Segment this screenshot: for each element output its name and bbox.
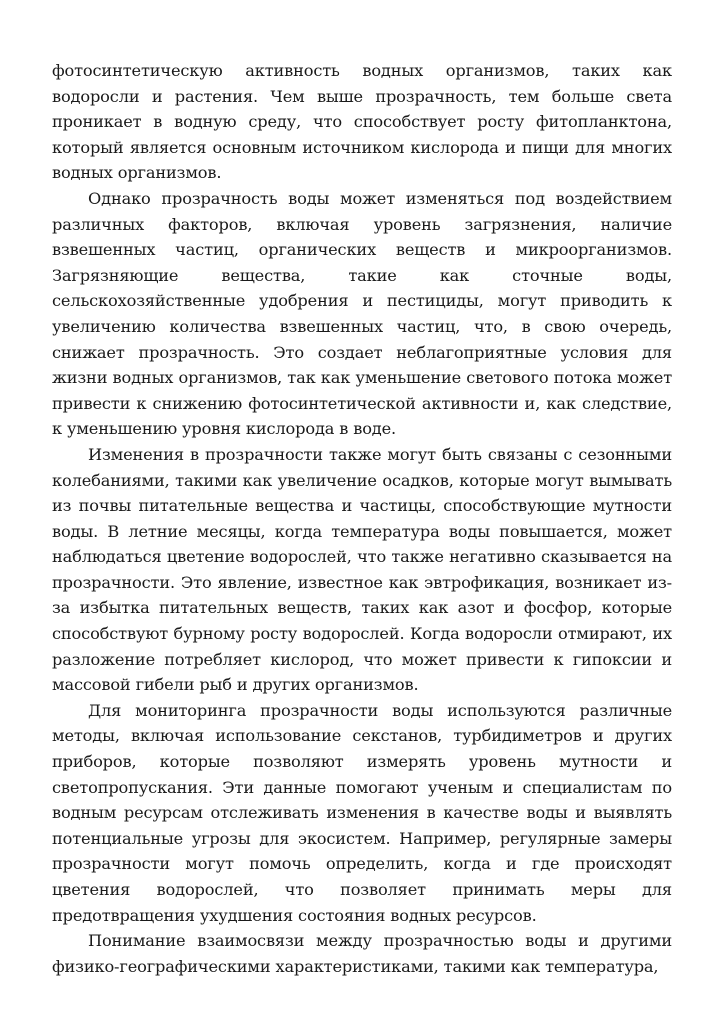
paragraph: Понимание взаимосвязи между прозрачностью воды и другими физико-географическими характеристиками, такими как температура, [52,931,672,976]
paragraph: Для мониторинга прозрачности воды используются различные методы, включая использование секстанов, турбидиметров и других приборов, которые позволяют измерять уровень мутности и светопропускания. Эти данные помогают ученым и специалистам по водным ресурсам отслеживать изменения в качестве воды и выявлять потенциальные угрозы для экосистем. Например, регулярные замеры прозрачности могут помочь определить, когда и где происходят цветения водорослей, что позволяет принимать меры для предотвращения ухудшения состояния водных ресурсов. [52,700,672,925]
paragraph-continuation: фотосинтетическую активность водных организмов, таких как водоросли и растения. Чем выше прозрачность, тем больше света проникает в водную среду, что способствует росту фитопланктона, который является основным источником кислорода и пищи для многих водных организмов. [52,61,672,183]
document-body [52,58,672,979]
paragraph: Изменения в прозрачности также могут быть связаны с сезонными колебаниями, такими как увеличение осадков, которые могут вымывать из почвы питательные вещества и частицы, способствующие мутности воды. В летние месяцы, когда температура воды повышается, может наблюдаться цветение водорослей, что также негативно сказывается на прозрачности. Это явление, известное как эвтрофикация, возникает из-за избытка питательных веществ, таких как азот и фосфор, которые способствуют бурному росту водорослей. Когда водоросли отмирают, их разложение потребляет кислород, что может привести к гипоксии и массовой гибели рыб и других организмов. [52,444,672,695]
paragraph: Однако прозрачность воды может изменяться под воздействием различных факторов, включая уровень загрязнения, наличие взвешенных частиц, органических веществ и микроорганизмов. Загрязняющие вещества, такие как сточные воды, сельскохозяйственные удобрения и пестициды, могут приводить к увеличению количества взвешенных частиц, что, в свою очередь, снижает прозрачность. Это создает неблагоприятные условия для жизни водных организмов, так как уменьшение светового потока может привести к снижению фотосинтетической активности и, как следствие, к уменьшению уровня кислорода в воде. [52,188,672,439]
